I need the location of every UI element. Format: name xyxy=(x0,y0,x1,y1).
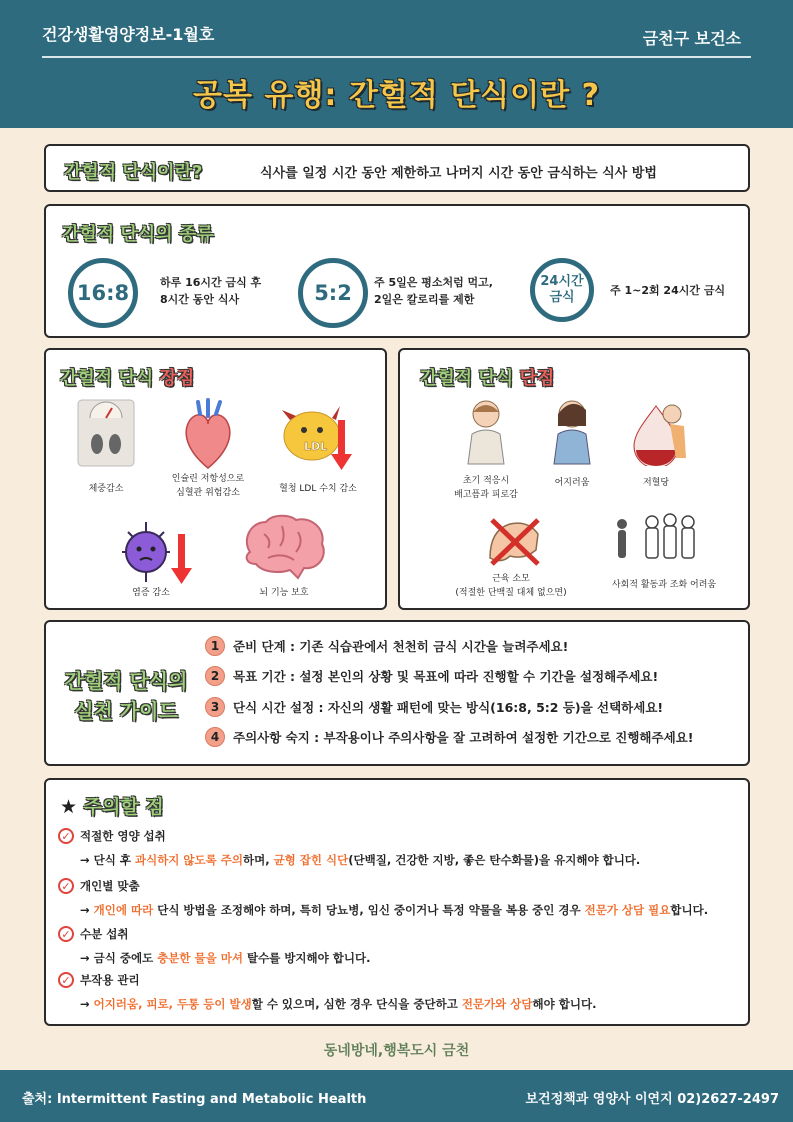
description-text: → 금식 중에도 xyxy=(80,951,158,965)
definition-box xyxy=(44,144,750,192)
cons-title: 간헐적 단식 단점 xyxy=(420,368,555,389)
highlight-text: 균형 잡힌 식단 xyxy=(273,853,349,867)
types-title: 간헐적 단식의 종류 xyxy=(62,224,214,245)
guide-title: 간헐적 단식의 실천 가이드 xyxy=(64,669,188,723)
slogan-logo: 동네방네,행복도시 금천 xyxy=(323,1043,470,1059)
heart-organ-icon xyxy=(178,398,238,470)
page-title: 공복 유행: 간헐적 단식이란 ? xyxy=(193,78,600,113)
description-text: 해야 합니다. xyxy=(532,997,597,1011)
type-desc-5-2: 주 5일은 평소처럼 먹고, 2일은 칼로리를 제한 xyxy=(374,276,493,306)
con-caption-muscle: 근육 소모 (적절한 단백질 대체 없으면) xyxy=(455,574,567,598)
caution-description xyxy=(80,950,370,966)
type-badge-16-8: 16:8 xyxy=(68,258,138,328)
caution-description xyxy=(80,902,708,918)
pros-title: 간헐적 단식 장점 xyxy=(60,368,195,389)
caution-heading-text: 적절한 영양 섭취 xyxy=(80,829,166,843)
type-desc-24h: 주 1~2회 24시간 금식 xyxy=(610,284,726,297)
description-text: 단식 방법을 조정해야 하며, 특히 당뇨병, 임신 중이거나 특정 약물을 복용 중인 경우 xyxy=(153,903,585,917)
description-text: 할 수 있으며, 심한 경우 단식을 중단하고 xyxy=(251,997,462,1011)
virus-icon xyxy=(112,518,196,588)
contact-info: 보건정책과 영양사 이연지 02)2627-2497 xyxy=(525,1092,779,1107)
step-text: 목표 기간 : 설정 본인의 상황 및 목표에 따라 진행할 수 기간을 설정해주세요! xyxy=(233,669,659,684)
step-number: 3 xyxy=(205,697,225,717)
caution-item-heading xyxy=(58,878,140,894)
caution-heading-text: 부작용 관리 xyxy=(80,973,140,987)
definition-label: 간헐적 단식이란? xyxy=(64,162,203,183)
con-caption-social: 사회적 활동과 조화 어려움 xyxy=(611,580,717,590)
description-text: 합니다. xyxy=(670,903,709,917)
caution-item-heading xyxy=(58,828,166,844)
step-number: 1 xyxy=(205,636,225,656)
highlight-text: 개인에 따라 xyxy=(93,903,154,917)
guide-step-4 xyxy=(205,727,693,747)
dizzy-person-icon xyxy=(544,398,600,466)
description-text: → xyxy=(80,997,94,1011)
header-banner xyxy=(0,0,793,128)
social-group-icon xyxy=(612,510,708,568)
highlight-text: 전문가 상담 필요 xyxy=(584,903,671,917)
star-icon: ★ xyxy=(60,796,78,818)
step-text: 단식 시간 설정 : 자신의 생활 패턴에 맞는 방식(16:8, 5:2 등)을 선택하세요! xyxy=(233,700,664,715)
pros-box xyxy=(44,348,387,610)
caution-heading-text: 개인별 맞춤 xyxy=(80,879,140,893)
highlight-text: 충분한 물을 마셔 xyxy=(157,951,243,965)
type-badge-5-2: 5:2 xyxy=(298,258,368,328)
caution-heading-text: 수분 섭취 xyxy=(80,927,129,941)
step-text: 준비 단계 : 기존 식습관에서 천천히 금식 시간을 늘려주세요! xyxy=(233,639,569,654)
description-text: (단백질, 건강한 지방, 좋은 탄수화물)을 유지해야 합니다. xyxy=(348,853,641,867)
check-icon: ✓ xyxy=(58,828,74,844)
ldl-label: LDL xyxy=(304,440,328,453)
guide-step-1 xyxy=(205,636,568,656)
description-text: → xyxy=(80,903,94,917)
pro-caption-insulin: 인슐린 저항성으로 심혈관 위험감소 xyxy=(171,474,245,498)
type-badge-24h: 24시간 금식 xyxy=(530,258,594,322)
description-text: 탈수를 방지해야 합니다. xyxy=(242,951,371,965)
highlight-text: 과식하지 않도록 주의 xyxy=(134,853,243,867)
caution-title: ★ 주의할 점 xyxy=(60,796,164,818)
definition-text: 식사를 일정 시간 동안 제한하고 나머지 시간 동안 금식하는 식사 방법 xyxy=(260,166,657,181)
description-text: 하며, xyxy=(242,853,274,867)
organization-name: 금천구 보건소 xyxy=(642,29,741,48)
caution-description xyxy=(80,996,596,1012)
pro-caption-weight: 체중감소 xyxy=(88,484,124,494)
types-box xyxy=(44,204,750,338)
step-number: 4 xyxy=(205,727,225,747)
check-icon: ✓ xyxy=(58,972,74,988)
caution-item-heading xyxy=(58,972,140,988)
con-caption-hunger: 초기 적응시 배고픔과 피로감 xyxy=(454,476,518,500)
muscle-loss-icon xyxy=(480,510,550,572)
step-number: 2 xyxy=(205,666,225,686)
scale-icon xyxy=(76,398,136,468)
pro-caption-ldl: 혈청 LDL 수치 감소 xyxy=(279,484,357,494)
cons-box xyxy=(398,348,750,610)
footer-bar xyxy=(0,1070,793,1122)
check-icon: ✓ xyxy=(58,878,74,894)
type-desc-16-8: 하루 16시간 금식 후 8시간 동안 식사 xyxy=(160,276,262,306)
pro-caption-inflammation: 염증 감소 xyxy=(132,588,170,598)
con-caption-hypoglycemia: 저혈당 xyxy=(642,478,670,488)
header-divider xyxy=(42,56,751,58)
newsletter-series: 건강생활영양정보-1월호 xyxy=(42,25,215,44)
ldl-monster-icon xyxy=(274,398,358,474)
brain-icon xyxy=(238,512,330,582)
caution-item-heading xyxy=(58,926,128,942)
guide-step-2 xyxy=(205,666,658,686)
step-text: 주의사항 숙지 : 부작용이나 주의사항을 잘 고려하여 설정한 기간으로 진행해주세요! xyxy=(233,730,694,745)
description-text: → 단식 후 xyxy=(80,853,135,867)
check-icon: ✓ xyxy=(58,926,74,942)
source-citation: 출처: Intermittent Fasting and Metabolic Health xyxy=(22,1092,367,1107)
con-caption-dizziness: 어지러움 xyxy=(554,478,590,488)
hypoglycemia-icon xyxy=(626,398,692,466)
tired-person-icon xyxy=(458,398,514,466)
pro-caption-brain: 뇌 기능 보호 xyxy=(259,588,309,598)
highlight-text: 전문가와 상담 xyxy=(461,997,533,1011)
caution-description xyxy=(80,852,640,868)
highlight-text: 어지러움, 피로, 두통 등이 발생 xyxy=(93,997,252,1011)
guide-step-3 xyxy=(205,697,663,717)
